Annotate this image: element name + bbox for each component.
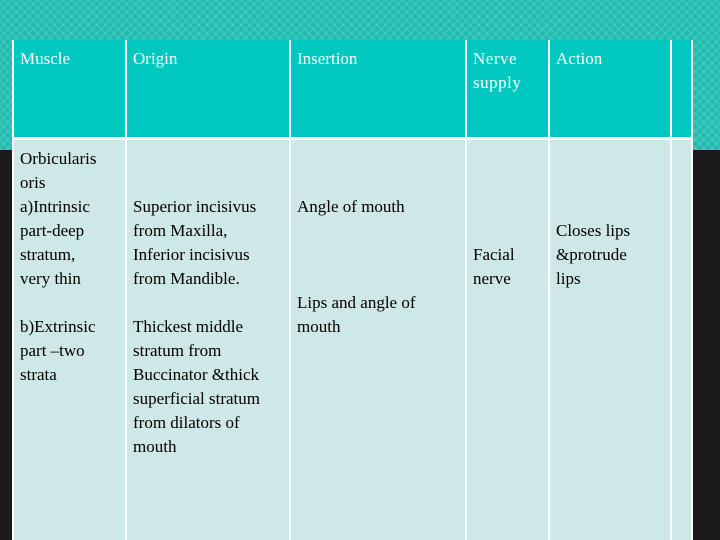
muscle-table-container [12,40,691,540]
nerve-supply: Facial nerve [473,245,515,288]
insertion-a: Angle of mouth [297,197,405,216]
action-text: Closes lips &protrude lips [556,221,631,288]
muscle-name: Orbicularis oris [20,149,97,192]
origin-b: Thickest middle stratum from Buccinator &thick superficial stratum from dilators of mouth [133,317,260,456]
cell-action [549,139,671,540]
header-action: Action [549,40,671,139]
muscle-part-b: b)Extrinsic part –two strata [20,317,96,384]
muscle-table [12,40,693,540]
table-row [13,139,692,540]
header-muscle: Muscle [13,40,126,139]
cell-empty [671,139,692,540]
origin-a: Superior incisivus from Maxilla, Inferior incisivus from Mandible. [133,197,257,288]
muscle-part-a: a)Intrinsic part-deep stratum, very thin [20,197,90,288]
cell-origin [126,139,290,540]
cell-muscle [13,139,126,540]
header-empty [671,40,692,139]
table-header-row [13,40,692,139]
header-origin: Origin [126,40,290,139]
cell-nerve [466,139,549,540]
cell-insertion [290,139,466,540]
header-insertion: Insertion [290,40,466,139]
header-nerve-supply: Nerve supply [466,40,549,139]
insertion-b: Lips and angle of mouth [297,293,416,336]
